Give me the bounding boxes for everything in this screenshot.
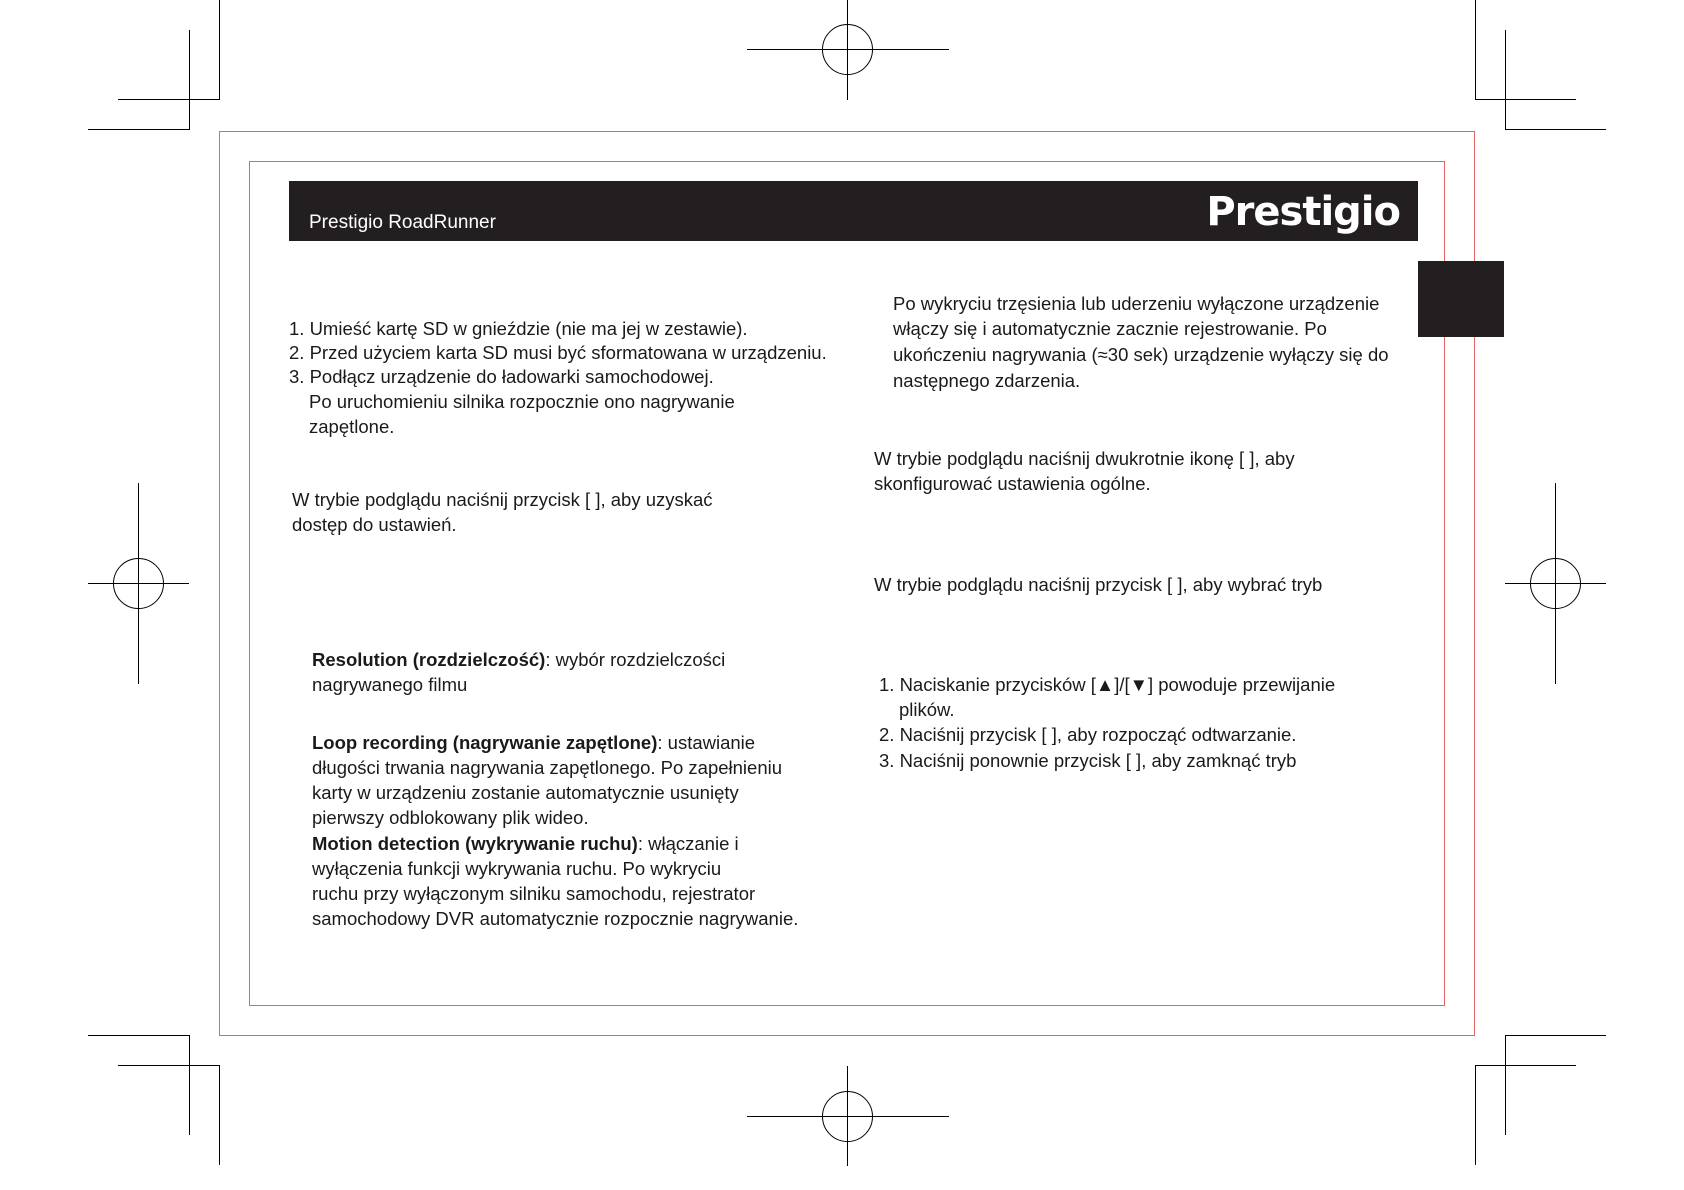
crop-mark [1505,129,1606,130]
playback-step: 1. Naciskanie przycisków [▲]/[▼] powoduje przewijanie [879,674,1336,695]
motion-item [312,831,739,856]
registration-circle [822,24,873,75]
crop-mark [1475,1065,1476,1165]
crop-mark [219,0,220,100]
shock-line: włączy się i automatycznie zacznie rejestrowanie. Po [893,318,1327,339]
install-step: 3. Podłącz urządzenie do ładowarki samochodowej. [289,366,714,387]
loop-desc: : ustawianie [657,732,756,753]
shock-line: ukończeniu nagrywania (≈30 sek) urządzenie wyłączy się do [893,344,1389,365]
crop-mark [118,1065,219,1066]
settings-intro: dostęp do ustawień. [292,514,457,535]
crop-mark [1475,0,1476,100]
crop-mark [189,30,190,130]
side-tab [1418,261,1504,337]
resolution-desc-line: nagrywanego filmu [312,674,468,695]
install-step: 1. Umieść kartę SD w gnieździe (nie ma jej w zestawie). [289,318,748,339]
resolution-desc: : wybór rozdzielczości [545,649,726,670]
motion-line: ruchu przy wyłączonym silniku samochodu, rejestrator [312,883,756,904]
crop-mark [1505,30,1506,130]
registration-circle [113,558,164,609]
motion-line: wyłączenia funkcji wykrywania ruchu. Po wykryciu [312,858,722,879]
loop-term: Loop recording (nagrywanie zapętlone) [312,732,658,753]
resolution-term: Resolution (rozdzielczość) [312,649,546,670]
registration-circle [822,1091,873,1142]
shock-line: następnego zdarzenia. [893,370,1081,391]
crop-mark [1475,1065,1576,1066]
crop-mark [1475,99,1576,100]
brand-logo: Prestigio [1206,189,1400,235]
mode-line: W trybie podglądu naciśnij przycisk [ ], aby wybrać tryb [874,574,1323,595]
header-bar [289,181,1418,241]
crop-mark [1505,1035,1506,1135]
header-title: Prestigio RoadRunner [309,212,496,233]
install-step: 2. Przed użyciem karta SD musi być sformatowana w urządzeniu. [289,342,827,363]
playback-step-note: plików. [899,699,955,720]
install-step-note: zapętlone. [309,416,395,437]
loop-item [312,730,755,755]
resolution-item [312,647,725,672]
general-settings-line: skonfigurować ustawienia ogólne. [874,473,1151,494]
loop-line: pierwszy odblokowany plik wideo. [312,807,589,828]
motion-line: samochodowy DVR automatycznie rozpocznie nagrywanie. [312,908,799,929]
shock-line: Po wykryciu trzęsienia lub uderzeniu wyłączone urządzenie [893,293,1380,314]
playback-step: 2. Naciśnij przycisk [ ], aby rozpocząć odtwarzanie. [879,724,1297,745]
loop-line: długości trwania nagrywania zapętlonego. Po zapełnieniu [312,757,783,778]
settings-intro: W trybie podglądu naciśnij przycisk [ ], aby uzyskać [292,489,713,510]
playback-step: 3. Naciśnij ponownie przycisk [ ], aby zamknąć tryb [879,750,1297,771]
crop-mark [189,1035,190,1135]
install-step-note: Po uruchomieniu silnika rozpocznie ono nagrywanie [309,391,735,412]
crop-mark [88,1035,189,1036]
crop-mark [1505,1035,1606,1036]
motion-desc: : włączanie i [637,833,739,854]
motion-term: Motion detection (wykrywanie ruchu) [312,833,638,854]
general-settings-line: W trybie podglądu naciśnij dwukrotnie ikonę [ ], aby [874,448,1295,469]
registration-circle [1530,558,1581,609]
crop-mark [88,129,189,130]
crop-mark [118,99,219,100]
loop-line: karty w urządzeniu zostanie automatycznie usunięty [312,782,739,803]
crop-mark [219,1065,220,1165]
